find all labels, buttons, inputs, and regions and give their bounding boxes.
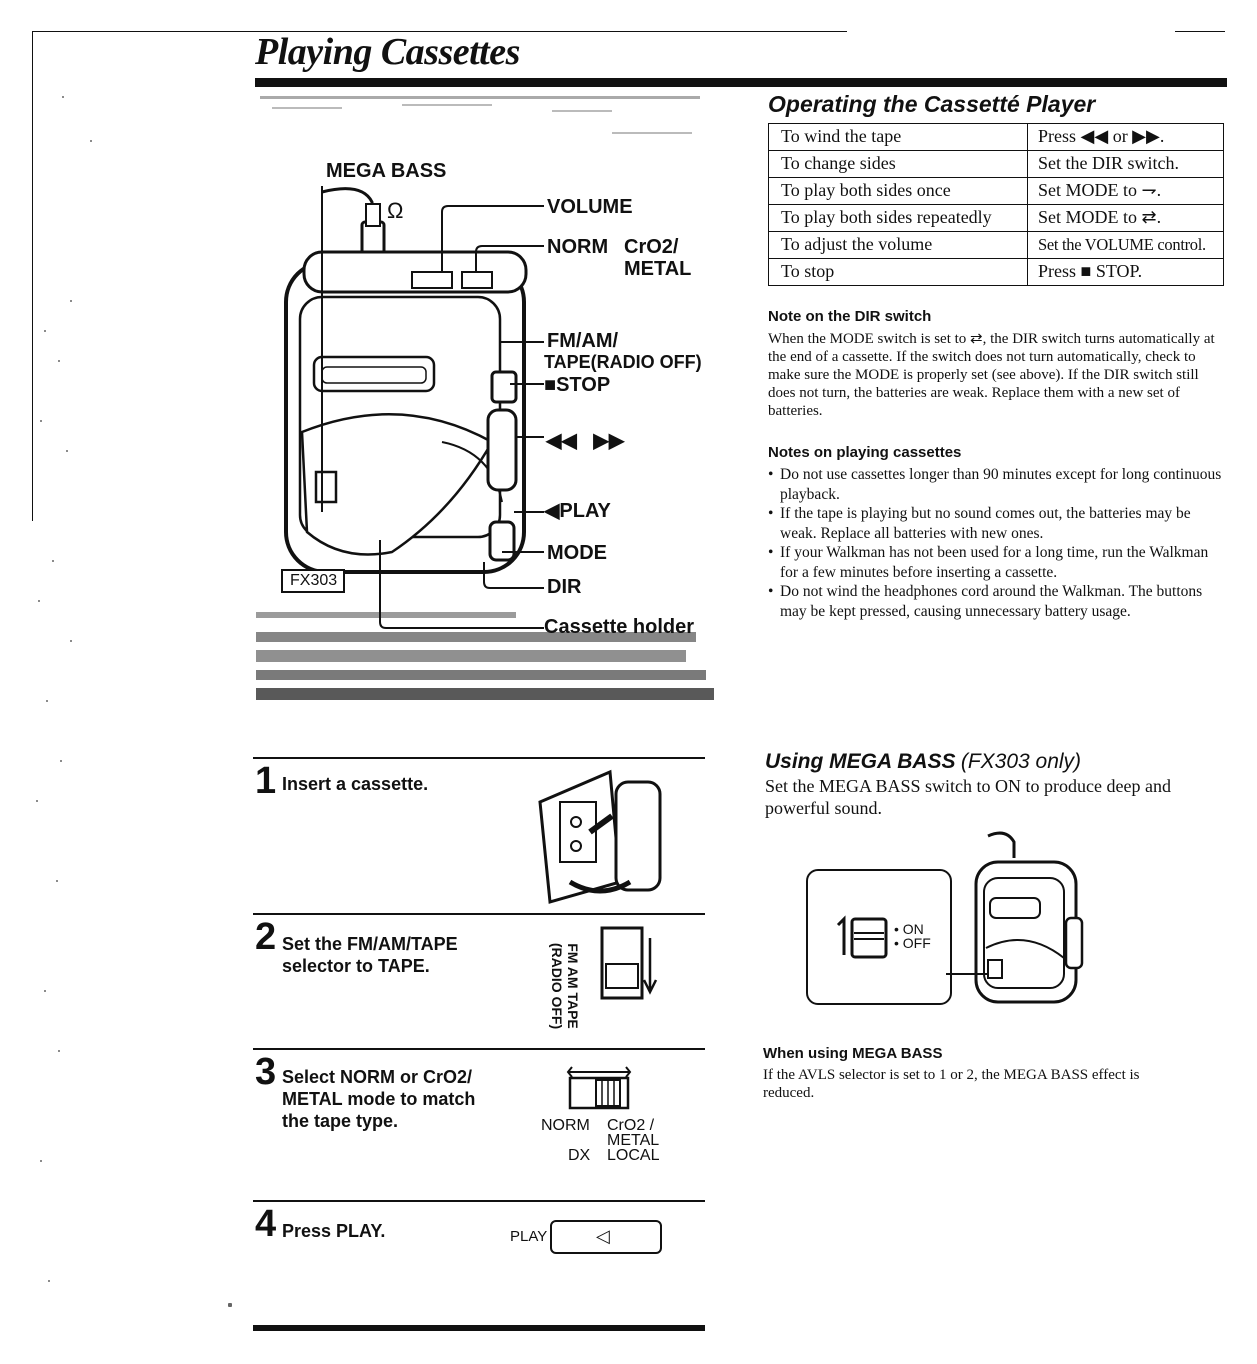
list-item: • If your Walkman has not been used for a long time, run the Walkman for a few minutes before inserting a cassette. — [768, 543, 1226, 582]
label-norm: NORM — [547, 236, 609, 258]
step4-number: 4 — [255, 1203, 277, 1245]
step3-rule — [253, 1048, 705, 1050]
step3-metal: METAL — [607, 1132, 660, 1149]
label-fm-am: FM/AM/ — [547, 330, 619, 352]
list-item: • If the tape is playing but no sound comes out, the batteries may be weak. Replace all batteries with new ones. — [768, 504, 1226, 543]
label-rew-ff: ◀◀ ▶▶ — [546, 430, 625, 452]
top-left-vertical-line — [32, 31, 33, 521]
notes-list — [768, 465, 1226, 621]
step3-number: 3 — [255, 1051, 277, 1093]
label-dir: DIR — [547, 576, 582, 598]
step4-play-label: PLAY — [510, 1228, 548, 1245]
cassette-player-diagram — [252, 92, 714, 704]
label-mega-bass: MEGA BASS — [326, 160, 447, 182]
walkman-illustration — [252, 92, 714, 704]
label-mode: MODE — [547, 542, 607, 564]
page-title: Playing Cassettes — [255, 31, 520, 73]
switch-on-label: • ON — [894, 921, 924, 937]
label-cro2: CrO2/ — [624, 236, 679, 258]
label-volume: VOLUME — [547, 196, 633, 218]
when-mega-bass-text: If the AVLS selector is set to 1 or 2, the MEGA BASS effect is reduced. — [763, 1067, 1140, 1101]
step2-rule — [253, 913, 705, 915]
label-metal: METAL — [624, 258, 692, 280]
step3-dx: DX — [568, 1147, 591, 1164]
mega-bass-switch-box — [806, 869, 952, 1005]
top-right-short-line — [1175, 31, 1225, 32]
operating-title: Operating the Cassetté Player — [768, 91, 1096, 117]
step3-figure — [560, 1058, 640, 1114]
switch-off-label: • OFF — [894, 935, 931, 951]
mega-bass-device-figure — [946, 828, 1086, 1008]
step2-number: 2 — [255, 916, 277, 958]
mega-bass-title: Using MEGA BASS (FX303 only) — [765, 750, 1082, 773]
play-triangle-icon: ◁ — [596, 1226, 610, 1246]
step2-text: Set the FM/AM/TAPE selector to TAPE. — [282, 934, 458, 976]
step1-text: Insert a cassette. — [282, 774, 429, 794]
bottom-rule — [253, 1325, 705, 1331]
step1-number: 1 — [255, 760, 277, 802]
note-dir-text: When the MODE switch is set to ⇄, the DIR switch turns automatically at the end of a cassette. If the switch does not turn automatically, check to make sure the MODE is properly set (see above). If the DIR switch still does not turn, the batteries are weak. Replace them with a new set of batteries. — [768, 331, 1215, 419]
label-stop: ■STOP — [544, 374, 611, 396]
svg-text:Ω: Ω — [387, 198, 404, 223]
table-row: To wind the tape Press ◀◀ or ▶▶. — [769, 124, 1224, 151]
step4-rule — [253, 1200, 705, 1202]
label-cassette-holder: Cassette holder — [544, 616, 695, 638]
label-tape-radio-off: TAPE(RADIO OFF) — [544, 352, 702, 372]
step3-text: Select NORM or CrO2/ METAL mode to match the tape type. — [282, 1067, 476, 1131]
title-rule — [255, 78, 1227, 87]
step3-cro2: CrO2 / — [607, 1117, 655, 1134]
step1-figure — [530, 762, 670, 910]
mega-bass-text: Set the MEGA BASS switch to ON to produce deep and powerful sound. — [765, 776, 1171, 818]
step3-norm: NORM — [541, 1117, 590, 1134]
table-row: To play both sides repeatedly Set MODE to ⇄. — [769, 205, 1224, 232]
table-row: To adjust the volume Set the VOLUME control. — [769, 232, 1224, 259]
notes-title: Notes on playing cassettes — [768, 444, 962, 461]
play-button-figure — [550, 1220, 662, 1254]
table-row: To stop Press ■ STOP. — [769, 259, 1224, 286]
label-play: ◀PLAY — [544, 500, 611, 522]
list-item: • Do not use cassettes longer than 90 minutes except for long continuous playback. — [768, 465, 1226, 504]
note-dir-title: Note on the DIR switch — [768, 308, 932, 325]
step1-rule — [253, 757, 705, 759]
step4-text: Press PLAY. — [282, 1221, 386, 1241]
step2-figure-label: FM AM TAPE (RADIO OFF) — [549, 942, 581, 1030]
table-row: To change sides Set the DIR switch. — [769, 151, 1224, 178]
step3-local: LOCAL — [607, 1147, 660, 1164]
list-item: • Do not wind the headphones cord around the Walkman. The buttons may be kept pressed, causing unnecessary battery usage. — [768, 582, 1226, 621]
operating-table — [768, 123, 1224, 286]
label-model: FX303 — [290, 572, 338, 589]
table-row: To play both sides once Set MODE to ⇁. — [769, 178, 1224, 205]
when-mega-bass-title: When using MEGA BASS — [763, 1045, 943, 1062]
